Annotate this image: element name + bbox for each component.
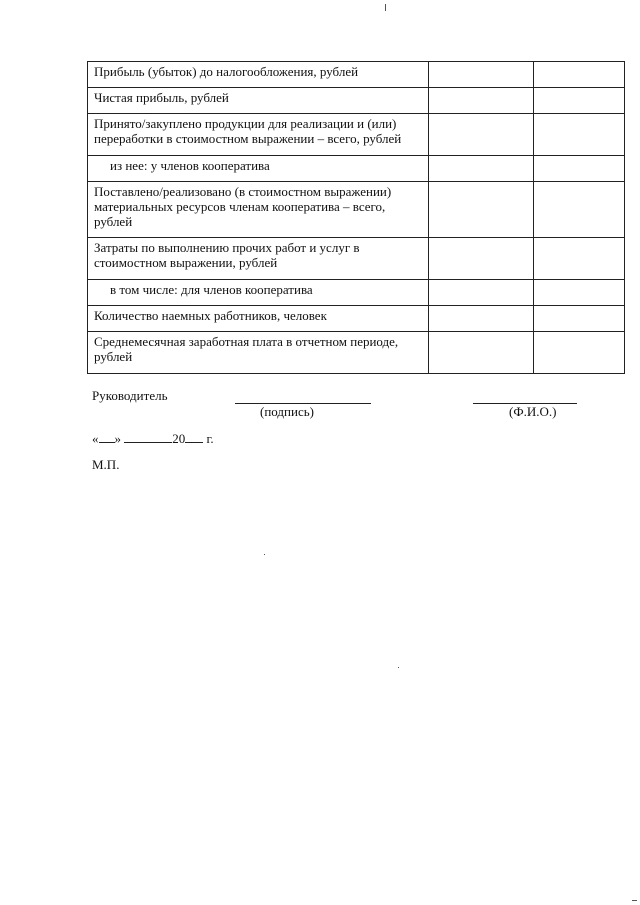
- report-table: [87, 61, 625, 374]
- value-cell-1: [429, 306, 534, 332]
- date-line: [92, 430, 214, 447]
- month-blank: [124, 430, 172, 443]
- year-blank: [185, 430, 203, 443]
- row-label: Затраты по выполнению прочих работ и услуг в стоимостном выражении, рублей: [88, 238, 429, 280]
- value-cell-1: [429, 332, 534, 374]
- table-row: [88, 182, 625, 238]
- value-cell-2: [534, 88, 625, 114]
- scan-mark-top: [385, 4, 386, 11]
- row-label: в том числе: для членов кооператива: [88, 280, 429, 306]
- value-cell-1: [429, 280, 534, 306]
- manager-label: Руководитель: [92, 388, 168, 403]
- table-row: [88, 280, 625, 306]
- value-cell-2: [534, 182, 625, 238]
- row-label: из нее: у членов кооператива: [88, 156, 429, 182]
- table-row: [88, 238, 625, 280]
- row-label: Поставлено/реализовано (в стоимостном выражении) материальных ресурсов членам кооператива – всего, рублей: [88, 182, 429, 238]
- table-row: [88, 88, 625, 114]
- scan-dot-1: [264, 554, 265, 555]
- value-cell-2: [534, 280, 625, 306]
- report-table-body: [88, 62, 625, 374]
- value-cell-1: [429, 62, 534, 88]
- value-cell-2: [534, 62, 625, 88]
- table-row: [88, 62, 625, 88]
- stamp-place: М.П.: [92, 457, 120, 472]
- value-cell-1: [429, 88, 534, 114]
- row-label: Количество наемных работников, человек: [88, 306, 429, 332]
- value-cell-2: [534, 156, 625, 182]
- value-cell-2: [534, 306, 625, 332]
- day-blank: [99, 430, 115, 443]
- table-row: [88, 306, 625, 332]
- scan-dot-2: [398, 667, 399, 668]
- value-cell-2: [534, 114, 625, 156]
- name-caption: (Ф.И.О.): [509, 404, 557, 419]
- row-label: Прибыль (убыток) до налогообложения, рублей: [88, 62, 429, 88]
- value-cell-1: [429, 114, 534, 156]
- date-year-suffix: г.: [206, 431, 214, 446]
- date-century: 20: [172, 431, 186, 446]
- table-row: [88, 332, 625, 374]
- row-label: Среднемесячная заработная плата в отчетном периоде, рублей: [88, 332, 429, 374]
- table-row: [88, 114, 625, 156]
- scan-mark-bottom: [632, 900, 637, 901]
- table-row: [88, 156, 625, 182]
- value-cell-1: [429, 182, 534, 238]
- signature-caption: (подпись): [260, 404, 314, 419]
- value-cell-1: [429, 238, 534, 280]
- row-label: Чистая прибыль, рублей: [88, 88, 429, 114]
- row-label: Принято/закуплено продукции для реализации и (или) переработки в стоимостном выражении – всего, рублей: [88, 114, 429, 156]
- value-cell-1: [429, 156, 534, 182]
- value-cell-2: [534, 332, 625, 374]
- value-cell-2: [534, 238, 625, 280]
- date-close-quote: »: [114, 431, 121, 446]
- date-open-quote: «: [92, 431, 99, 446]
